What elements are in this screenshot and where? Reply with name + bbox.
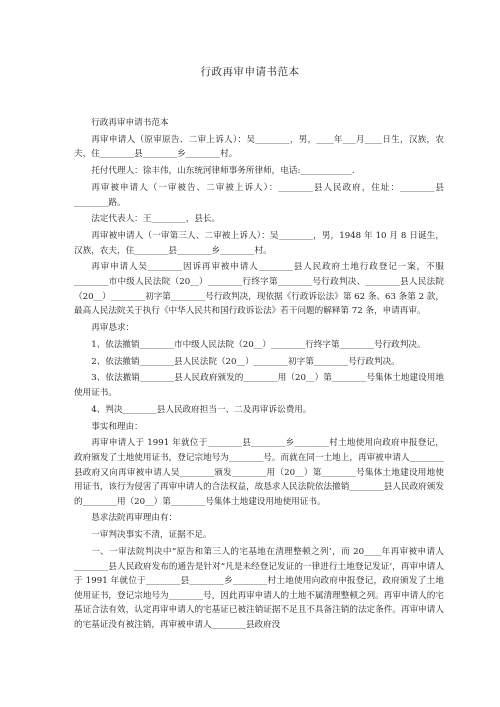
applicant-paragraph: 再审申请人（原审原告、二审上诉人）：吴________，男，____年___月____日生，汉族，农夫，住________县________乡________村。 [74,134,444,160]
reason-paragraph-1: 一、一审法院判决中“原告和第三人的宅基地在清理整顿之列’，而 20____年再审被申请人________县人民政府发布的通告是针对“凡是未经登记发证的一律进行土地登记发证’，再审申请人于 1991 年就位于________县________乡________村土地使用向政府申报登记，政府颁发了土地使用证书，登记宗地号为________号，因此再审申请人的土地不属清理整顿之列。再审申请人的宅基证合法有效，认定再审申请人的宅基证已被注销证据不足且不具备注销的法定条件。再审申请人的宅基证没有被注销，再审被申请人________县政府没 [74,547,444,630]
case-intro-paragraph: 再审申请人吴________因诉再审被申请人________县人民政府土地行政登记一案，不服________市中级人民法院（20__）________行终字第________号行政判决、________县人民法院（20__）________初字第________号行政判决，现依据《行政诉讼法》第 62 条、63 条第 2 款，最高人民法院关于执行《中华人民共和国行政诉讼法》若干问题的解释第 72 条，申请再审。 [74,262,444,317]
requests-heading: 再审恳求： [91,323,135,334]
request-item-2: 2、依法撤销________县人民法院（20__）________初字第________号行政判决。 [91,356,400,367]
agent-paragraph: 托付代理人：徐丰伟，山东统河律师事务所律师，电话:____________. [91,166,355,177]
respondent-paragraph: 再审被申请人（一审被告、二审被上诉人）：________县人民政府，住址：________县________路。 [74,182,444,208]
facts-paragraph: 再审申请人于 1991 年就位于________县________乡________村土地使用向政府申报登记，政府颁发了土地使用证书，登记宗地号为________号。而就在同一土地上，再审被申请人________县政府又向再审被申请人吴________颁发________用（20__）第________号集体土地建设用地使用证书，该行为侵害了再审申请人的合法权益，故恳求人民法院依法撤销________县人民政府颁发的________用（20__）第________号集体土地建设用地使用证书。 [74,438,444,507]
facts-heading: 事实和理由： [91,421,143,432]
document-title: 行政再审申请书范本 [200,66,300,78]
reasons-heading: 恳求法院再审理由有： [91,513,178,524]
legal-rep-paragraph: 法定代表人：王________，县长。 [91,214,221,225]
third-party-paragraph: 再审被申请人（一审第三人、二审被上诉人）：吴________，男，1948 年 10 月 8 日诞生，汉族，农夫，住________县________乡________村。 [74,231,444,256]
request-item-1: 1、依法撤销________市中级人民法院（20__）________行终字第________号行政判决。 [91,339,426,350]
request-item-4: 4、判决________县人民政府担当一、二及再审诉讼费用。 [91,404,312,415]
request-item-3: 3、依法撤销________县人民政府颁发的________用（20__）第________号集体土地建设用地使用证书。 [74,373,444,398]
reason-summary: 一审判决事实不清，证据不足。 [91,530,212,541]
document-body [74,116,444,635]
body-heading: 行政再审申请书范本 [91,118,169,128]
